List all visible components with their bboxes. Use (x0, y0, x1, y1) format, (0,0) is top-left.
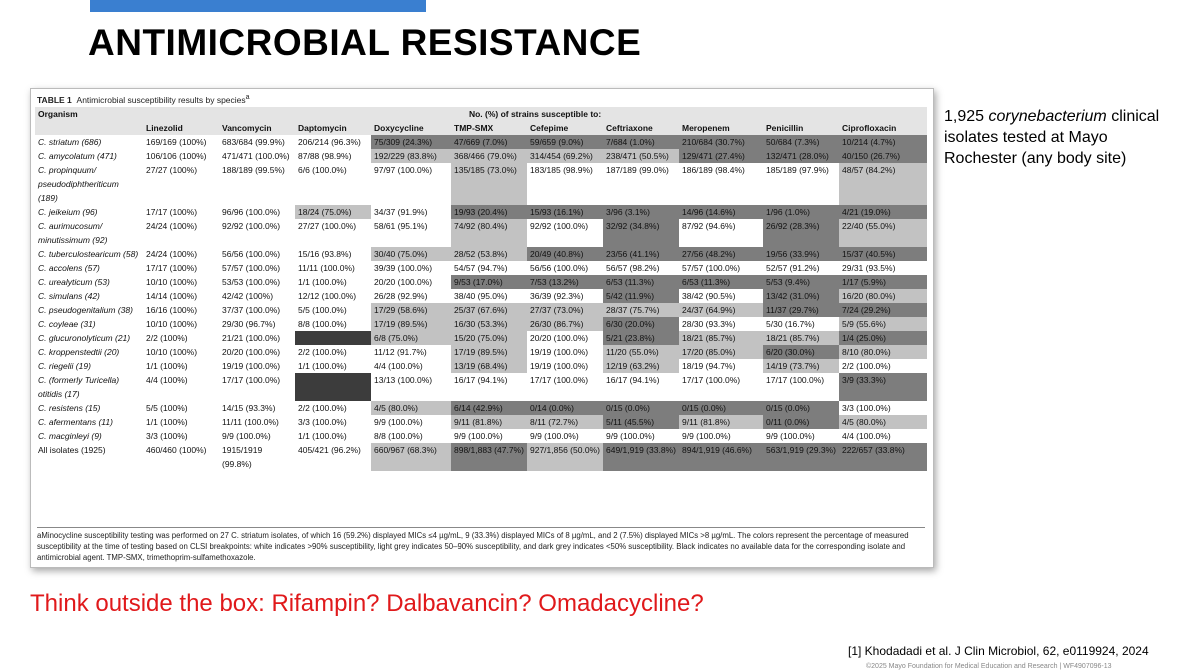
column-header-penicillin: Penicillin (763, 121, 839, 135)
susceptibility-cell: 24/24 (100%) (143, 247, 219, 261)
susceptibility-cell: 405/421 (96.2%) (295, 443, 371, 471)
table-caption-sup: a (245, 93, 250, 101)
susceptibility-table (35, 107, 927, 471)
susceptibility-cell: 20/20 (100.0%) (371, 275, 451, 289)
susceptibility-cell: 56/56 (100.0%) (527, 261, 603, 275)
organism-cell: C. striatum (686) (38, 137, 102, 147)
susceptibility-cell: 4/4 (100.0%) (839, 429, 927, 443)
susceptibility-cell: 38/40 (95.0%) (451, 289, 527, 303)
susceptibility-cell: 4/4 (100.0%) (371, 359, 451, 373)
organism-cell: C. amycolatum (471) (38, 151, 117, 161)
susceptibility-cell: 25/37 (67.6%) (451, 303, 527, 317)
table-row (35, 289, 927, 303)
susceptibility-cell: 14/15 (93.3%) (219, 401, 295, 415)
side-note-part-3: clinical isolates tested at Mayo Rochester (any body site) (944, 108, 1160, 167)
susceptibility-cell: 26/92 (28.3%) (763, 219, 839, 247)
susceptibility-cell: 2/2 (100.0%) (839, 359, 927, 373)
susceptibility-cell: 11/37 (29.7%) (763, 303, 839, 317)
susceptibility-cell: 17/17 (100%) (143, 261, 219, 275)
susceptibility-cell: 11/11 (100.0%) (219, 415, 295, 429)
susceptibility-cell: 6/20 (30.0%) (763, 345, 839, 359)
susceptibility-cell: 8/8 (100.0%) (295, 317, 371, 331)
susceptibility-cell: 2/2 (100.0%) (295, 401, 371, 415)
table-column-header-row (35, 121, 927, 135)
susceptibility-cell: 5/21 (23.8%) (603, 331, 679, 345)
susceptibility-cell: 19/93 (20.4%) (451, 205, 527, 219)
susceptibility-cell: 5/9 (55.6%) (839, 317, 927, 331)
susceptibility-cell: 9/9 (100.0%) (371, 415, 451, 429)
column-header-tmp-smx: TMP-SMX (451, 121, 527, 135)
susceptibility-cell: 38/42 (90.5%) (679, 289, 763, 303)
susceptibility-cell: 0/15 (0.0%) (679, 401, 763, 415)
susceptibility-cell: 59/659 (9.0%) (527, 135, 603, 149)
table-row (35, 345, 927, 359)
table-caption (37, 93, 250, 105)
susceptibility-cell: 14/14 (100%) (143, 289, 219, 303)
side-note-part-2: corynebacterium (988, 108, 1107, 125)
susceptibility-cell: 37/37 (100.0%) (219, 303, 295, 317)
susceptibility-cell: 927/1,856 (50.0%) (527, 443, 603, 471)
susceptibility-cell: 26/30 (86.7%) (527, 317, 603, 331)
table-body (35, 135, 927, 471)
table-row (35, 443, 927, 471)
table-row (35, 135, 927, 149)
susceptibility-cell: 18/21 (85.7%) (679, 331, 763, 345)
susceptibility-cell: 57/57 (100.0%) (679, 261, 763, 275)
susceptibility-cell: 75/309 (24.3%) (371, 135, 451, 149)
susceptibility-cell: 183/185 (98.9%) (527, 163, 603, 205)
susceptibility-cell: 649/1,919 (33.8%) (603, 443, 679, 471)
susceptibility-cell: 563/1,919 (29.3%) (763, 443, 839, 471)
susceptibility-cell: 169/169 (100%) (143, 135, 219, 149)
susceptibility-cell: 9/9 (100.0%) (527, 429, 603, 443)
susceptibility-cell: 7/24 (29.2%) (839, 303, 927, 317)
susceptibility-cell: 7/684 (1.0%) (603, 135, 679, 149)
susceptibility-cell: 16/17 (94.1%) (603, 373, 679, 401)
susceptibility-cell: 36/39 (92.3%) (527, 289, 603, 303)
table-row (35, 373, 927, 401)
table-row (35, 303, 927, 317)
susceptibility-cell (295, 373, 371, 401)
susceptibility-cell: 2/2 (100.0%) (295, 345, 371, 359)
susceptibility-cell: 26/28 (92.9%) (371, 289, 451, 303)
susceptibility-cell: 42/42 (100%) (219, 289, 295, 303)
susceptibility-cell: 17/19 (89.5%) (371, 317, 451, 331)
susceptibility-cell: 660/967 (68.3%) (371, 443, 451, 471)
susceptibility-cell: 368/466 (79.0%) (451, 149, 527, 163)
susceptibility-cell: 9/11 (81.8%) (451, 415, 527, 429)
susceptibility-cell: 9/11 (81.8%) (679, 415, 763, 429)
susceptibility-cell (295, 331, 371, 345)
table-row (35, 359, 927, 373)
susceptibility-cell: 1/1 (100.0%) (295, 359, 371, 373)
susceptibility-cell: 6/53 (11.3%) (679, 275, 763, 289)
susceptibility-cell: 5/53 (9.4%) (763, 275, 839, 289)
organism-cell: C. glucuronolyticum (21) (38, 333, 131, 343)
susceptibility-cell: 9/9 (100.0%) (219, 429, 295, 443)
susceptibility-cell: 21/21 (100.0%) (219, 331, 295, 345)
susceptibility-cell: 4/5 (80.0%) (371, 401, 451, 415)
susceptibility-cell: 187/189 (99.0%) (603, 163, 679, 205)
organism-cell: C. tuberculostearicum (58) (38, 249, 139, 259)
susceptibility-cell: 7/53 (13.2%) (527, 275, 603, 289)
susceptibility-cell: 135/185 (73.0%) (451, 163, 527, 205)
column-header-doxycycline: Doxycycline (371, 121, 451, 135)
susceptibility-cell: 3/9 (33.3%) (839, 373, 927, 401)
susceptibility-cell: 471/471 (100.0%) (219, 149, 295, 163)
susceptibility-cell: 5/42 (11.9%) (603, 289, 679, 303)
susceptibility-cell: 12/19 (63.2%) (603, 359, 679, 373)
susceptibility-cell: 8/8 (100.0%) (371, 429, 451, 443)
organism-cell: All isolates (1925) (38, 445, 106, 455)
susceptibility-cell: 27/37 (73.0%) (527, 303, 603, 317)
susceptibility-cell: 53/53 (100.0%) (219, 275, 295, 289)
organism-cell: C. (formerly Turicella) otitidis (17) (38, 375, 120, 399)
column-header-daptomycin: Daptomycin (295, 121, 371, 135)
susceptibility-cell: 16/16 (100%) (143, 303, 219, 317)
table-row (35, 331, 927, 345)
table-row (35, 261, 927, 275)
susceptibility-cell: 9/9 (100.0%) (451, 429, 527, 443)
susceptibility-cell: 29/31 (93.5%) (839, 261, 927, 275)
susceptibility-cell: 894/1,919 (46.6%) (679, 443, 763, 471)
susceptibility-cell: 210/684 (30.7%) (679, 135, 763, 149)
susceptibility-cell: 30/40 (75.0%) (371, 247, 451, 261)
title-accent-bar (90, 0, 426, 12)
susceptibility-cell: 27/27 (100%) (143, 163, 219, 205)
susceptibility-cell: 17/17 (100.0%) (679, 373, 763, 401)
organism-cell: C. simulans (42) (38, 291, 100, 301)
susceptibility-cell: 0/15 (0.0%) (763, 401, 839, 415)
susceptibility-cell: 1/4 (25.0%) (839, 331, 927, 345)
susceptibility-cell: 74/92 (80.4%) (451, 219, 527, 247)
susceptibility-cell: 87/88 (98.9%) (295, 149, 371, 163)
susceptibility-cell: 9/9 (100.0%) (763, 429, 839, 443)
susceptibility-cell: 97/97 (100.0%) (371, 163, 451, 205)
susceptibility-cell: 58/61 (95.1%) (371, 219, 451, 247)
susceptibility-cell: 10/10 (100%) (143, 317, 219, 331)
organism-cell: C. afermentans (11) (38, 417, 113, 427)
susceptibility-cell: 2/2 (100%) (143, 331, 219, 345)
susceptibility-cell: 40/150 (26.7%) (839, 149, 927, 163)
susceptibility-cell: 50/684 (7.3%) (763, 135, 839, 149)
susceptibility-cell: 57/57 (100.0%) (219, 261, 295, 275)
susceptibility-cell: 898/1,883 (47.7%) (451, 443, 527, 471)
susceptibility-cell: 18/19 (94.7%) (679, 359, 763, 373)
susceptibility-cell: 192/229 (83.8%) (371, 149, 451, 163)
susceptibility-cell: 5/11 (45.5%) (603, 415, 679, 429)
susceptibility-cell: 4/21 (19.0%) (839, 205, 927, 219)
susceptibility-cell: 17/19 (89.5%) (451, 345, 527, 359)
susceptibility-cell: 8/11 (72.7%) (527, 415, 603, 429)
susceptibility-cell: 15/20 (75.0%) (451, 331, 527, 345)
susceptibility-cell: 222/657 (33.8%) (839, 443, 927, 471)
callout-text: Think outside the box: Rifampin? Dalbavancin? Omadacycline? (30, 590, 704, 617)
susceptibility-cell: 20/20 (100.0%) (219, 345, 295, 359)
susceptibility-cell: 15/93 (16.1%) (527, 205, 603, 219)
susceptibility-cell: 6/6 (100.0%) (295, 163, 371, 205)
side-note-part-1: 1,925 (944, 108, 989, 125)
susceptibility-cell: 96/96 (100.0%) (219, 205, 295, 219)
citation: [1] Khodadadi et al. J Clin Microbiol, 62, e0119924, 2024 (848, 644, 1149, 658)
susceptibility-cell: 24/24 (100%) (143, 219, 219, 247)
group-header: No. (%) of strains susceptible to: (143, 107, 927, 121)
susceptibility-cell: 5/30 (16.7%) (763, 317, 839, 331)
susceptibility-cell: 3/3 (100.0%) (839, 401, 927, 415)
susceptibility-cell: 15/16 (93.8%) (295, 247, 371, 261)
organism-header: Organism (35, 107, 143, 121)
susceptibility-cell: 18/24 (75.0%) (295, 205, 371, 219)
susceptibility-cell: 17/17 (100%) (143, 205, 219, 219)
susceptibility-cell: 238/471 (50.5%) (603, 149, 679, 163)
susceptibility-cell: 13/42 (31.0%) (763, 289, 839, 303)
susceptibility-cell: 16/30 (53.3%) (451, 317, 527, 331)
susceptibility-cell: 10/10 (100%) (143, 275, 219, 289)
susceptibility-cell: 6/30 (20.0%) (603, 317, 679, 331)
organism-cell: C. coyleae (31) (38, 319, 96, 329)
susceptibility-cell: 11/12 (91.7%) (371, 345, 451, 359)
organism-cell: C. accolens (57) (38, 263, 100, 273)
susceptibility-cell: 683/684 (99.9%) (219, 135, 295, 149)
susceptibility-cell: 6/8 (75.0%) (371, 331, 451, 345)
table-row (35, 219, 927, 247)
susceptibility-cell: 13/13 (100.0%) (371, 373, 451, 401)
column-header-ceftriaxone: Ceftriaxone (603, 121, 679, 135)
susceptibility-cell: 129/471 (27.4%) (679, 149, 763, 163)
susceptibility-cell: 16/20 (80.0%) (839, 289, 927, 303)
table-caption-text: Antimicrobial susceptibility results by species (76, 94, 246, 105)
susceptibility-cell: 0/14 (0.0%) (527, 401, 603, 415)
susceptibility-cell: 28/30 (93.3%) (679, 317, 763, 331)
susceptibility-cell: 22/40 (55.0%) (839, 219, 927, 247)
organism-cell: C. macginleyi (9) (38, 431, 102, 441)
table-row (35, 401, 927, 415)
organism-cell: C. propinquum/ pseudodiphtheriticum (189) (38, 165, 119, 203)
susceptibility-cell: 1/1 (100.0%) (295, 275, 371, 289)
organism-cell: C. pseudogenitalium (38) (38, 305, 133, 315)
table-row (35, 429, 927, 443)
susceptibility-cell: 12/12 (100.0%) (295, 289, 371, 303)
susceptibility-cell: 39/39 (100.0%) (371, 261, 451, 275)
susceptibility-cell: 27/56 (48.2%) (679, 247, 763, 261)
susceptibility-cell: 16/17 (94.1%) (451, 373, 527, 401)
susceptibility-cell: 4/5 (80.0%) (839, 415, 927, 429)
susceptibility-cell: 19/56 (33.9%) (763, 247, 839, 261)
organism-cell: C. aurimucosum/ minutissimum (92) (38, 221, 108, 245)
susceptibility-cell: 11/20 (55.0%) (603, 345, 679, 359)
organism-cell: C. riegelii (19) (38, 361, 91, 371)
susceptibility-cell: 19/19 (100.0%) (219, 359, 295, 373)
organism-cell: C. kroppenstedtii (20) (38, 347, 120, 357)
susceptibility-cell: 106/106 (100%) (143, 149, 219, 163)
susceptibility-cell: 3/96 (3.1%) (603, 205, 679, 219)
susceptibility-cell: 14/96 (14.6%) (679, 205, 763, 219)
side-note (944, 106, 1184, 169)
slide-title: ANTIMICROBIAL RESISTANCE (88, 22, 642, 63)
susceptibility-cell: 314/454 (69.2%) (527, 149, 603, 163)
organism-header-spacer (35, 121, 143, 135)
column-header-cefepime: Cefepime (527, 121, 603, 135)
susceptibility-cell: 23/56 (41.1%) (603, 247, 679, 261)
susceptibility-cell: 132/471 (28.0%) (763, 149, 839, 163)
susceptibility-cell: 15/37 (40.5%) (839, 247, 927, 261)
susceptibility-cell: 92/92 (100.0%) (219, 219, 295, 247)
susceptibility-cell: 3/3 (100%) (143, 429, 219, 443)
susceptibility-cell: 460/460 (100%) (143, 443, 219, 471)
susceptibility-cell: 17/20 (85.0%) (679, 345, 763, 359)
susceptibility-cell: 28/37 (75.7%) (603, 303, 679, 317)
table-row (35, 149, 927, 163)
susceptibility-cell: 206/214 (96.3%) (295, 135, 371, 149)
susceptibility-cell: 14/19 (73.7%) (763, 359, 839, 373)
table-row (35, 205, 927, 219)
organism-cell: C. resistens (15) (38, 403, 101, 413)
table-caption-label: TABLE 1 (37, 94, 72, 105)
susceptibility-cell: 1/17 (5.9%) (839, 275, 927, 289)
susceptibility-cell: 1/1 (100.0%) (295, 429, 371, 443)
susceptibility-cell: 1/96 (1.0%) (763, 205, 839, 219)
susceptibility-cell: 186/189 (98.4%) (679, 163, 763, 205)
susceptibility-cell: 34/37 (91.9%) (371, 205, 451, 219)
susceptibility-cell: 13/19 (68.4%) (451, 359, 527, 373)
susceptibility-cell: 32/92 (34.8%) (603, 219, 679, 247)
susceptibility-cell: 17/17 (100.0%) (219, 373, 295, 401)
column-header-linezolid: Linezolid (143, 121, 219, 135)
susceptibility-cell: 8/10 (80.0%) (839, 345, 927, 359)
susceptibility-cell: 0/11 (0.0%) (763, 415, 839, 429)
copyright: ©2025 Mayo Foundation for Medical Education and Research | WF4907096-13 (866, 663, 1112, 670)
table-row (35, 317, 927, 331)
susceptibility-cell: 1/1 (100%) (143, 359, 219, 373)
susceptibility-cell: 19/19 (100.0%) (527, 359, 603, 373)
susceptibility-cell: 1/1 (100%) (143, 415, 219, 429)
susceptibility-cell: 11/11 (100.0%) (295, 261, 371, 275)
susceptibility-cell: 4/4 (100%) (143, 373, 219, 401)
susceptibility-cell: 1915/1919 (99.8%) (219, 443, 295, 471)
table-row (35, 247, 927, 261)
organism-cell: C. jeikeium (96) (38, 207, 98, 217)
susceptibility-cell: 56/56 (100.0%) (219, 247, 295, 261)
susceptibility-cell: 20/20 (100.0%) (527, 331, 603, 345)
susceptibility-cell: 47/669 (7.0%) (451, 135, 527, 149)
susceptibility-cell: 27/27 (100.0%) (295, 219, 371, 247)
susceptibility-cell: 20/49 (40.8%) (527, 247, 603, 261)
susceptibility-cell: 3/3 (100.0%) (295, 415, 371, 429)
susceptibility-cell: 56/57 (98.2%) (603, 261, 679, 275)
susceptibility-cell: 9/53 (17.0%) (451, 275, 527, 289)
susceptibility-cell: 17/29 (58.6%) (371, 303, 451, 317)
susceptibility-cell: 5/5 (100%) (143, 401, 219, 415)
column-header-vancomycin: Vancomycin (219, 121, 295, 135)
susceptibility-cell: 10/214 (4.7%) (839, 135, 927, 149)
table-row (35, 415, 927, 429)
susceptibility-cell: 48/57 (84.2%) (839, 163, 927, 205)
susceptibility-cell: 185/189 (97.9%) (763, 163, 839, 205)
column-header-ciprofloxacin: Ciprofloxacin (839, 121, 927, 135)
table-row (35, 163, 927, 205)
susceptibility-cell: 92/92 (100.0%) (527, 219, 603, 247)
table-group-header-row (35, 107, 927, 121)
susceptibility-cell: 54/57 (94.7%) (451, 261, 527, 275)
susceptibility-cell: 17/17 (100.0%) (527, 373, 603, 401)
susceptibility-cell: 17/17 (100.0%) (763, 373, 839, 401)
susceptibility-cell: 18/21 (85.7%) (763, 331, 839, 345)
table-footnote: aMinocycline susceptibility testing was performed on 27 C. striatum isolates, of which 16 (59.2%) displayed MICs ≤4 µg/mL, 9 (33.3%) displayed MICs of 8 µg/mL, and 2 (7.5%) displayed MICs >8 µg/mL. The colors represent the percentage of measured susceptibility at the time of testing based on CLSI breakpoints: white indicates >90% susceptibility, light grey indicates 50–90% susceptibility, and dark grey indicates <50% susceptibility. Black indicates no available data for the corresponding isolate and antimicrobial agent. TMP-SMX, trimethoprim-sulfamethoxazole. (37, 527, 925, 563)
susceptibility-cell: 28/52 (53.8%) (451, 247, 527, 261)
susceptibility-cell: 24/37 (64.9%) (679, 303, 763, 317)
susceptibility-table-image (30, 88, 934, 568)
susceptibility-cell: 19/19 (100.0%) (527, 345, 603, 359)
susceptibility-cell: 5/5 (100.0%) (295, 303, 371, 317)
susceptibility-cell: 29/30 (96.7%) (219, 317, 295, 331)
susceptibility-cell: 87/92 (94.6%) (679, 219, 763, 247)
column-header-meropenem: Meropenem (679, 121, 763, 135)
susceptibility-cell: 9/9 (100.0%) (603, 429, 679, 443)
organism-cell: C. urealyticum (53) (38, 277, 110, 287)
susceptibility-cell: 10/10 (100%) (143, 345, 219, 359)
susceptibility-cell: 6/14 (42.9%) (451, 401, 527, 415)
susceptibility-cell: 6/53 (11.3%) (603, 275, 679, 289)
susceptibility-cell: 0/15 (0.0%) (603, 401, 679, 415)
susceptibility-cell: 9/9 (100.0%) (679, 429, 763, 443)
table-row (35, 275, 927, 289)
susceptibility-cell: 188/189 (99.5%) (219, 163, 295, 205)
susceptibility-cell: 52/57 (91.2%) (763, 261, 839, 275)
